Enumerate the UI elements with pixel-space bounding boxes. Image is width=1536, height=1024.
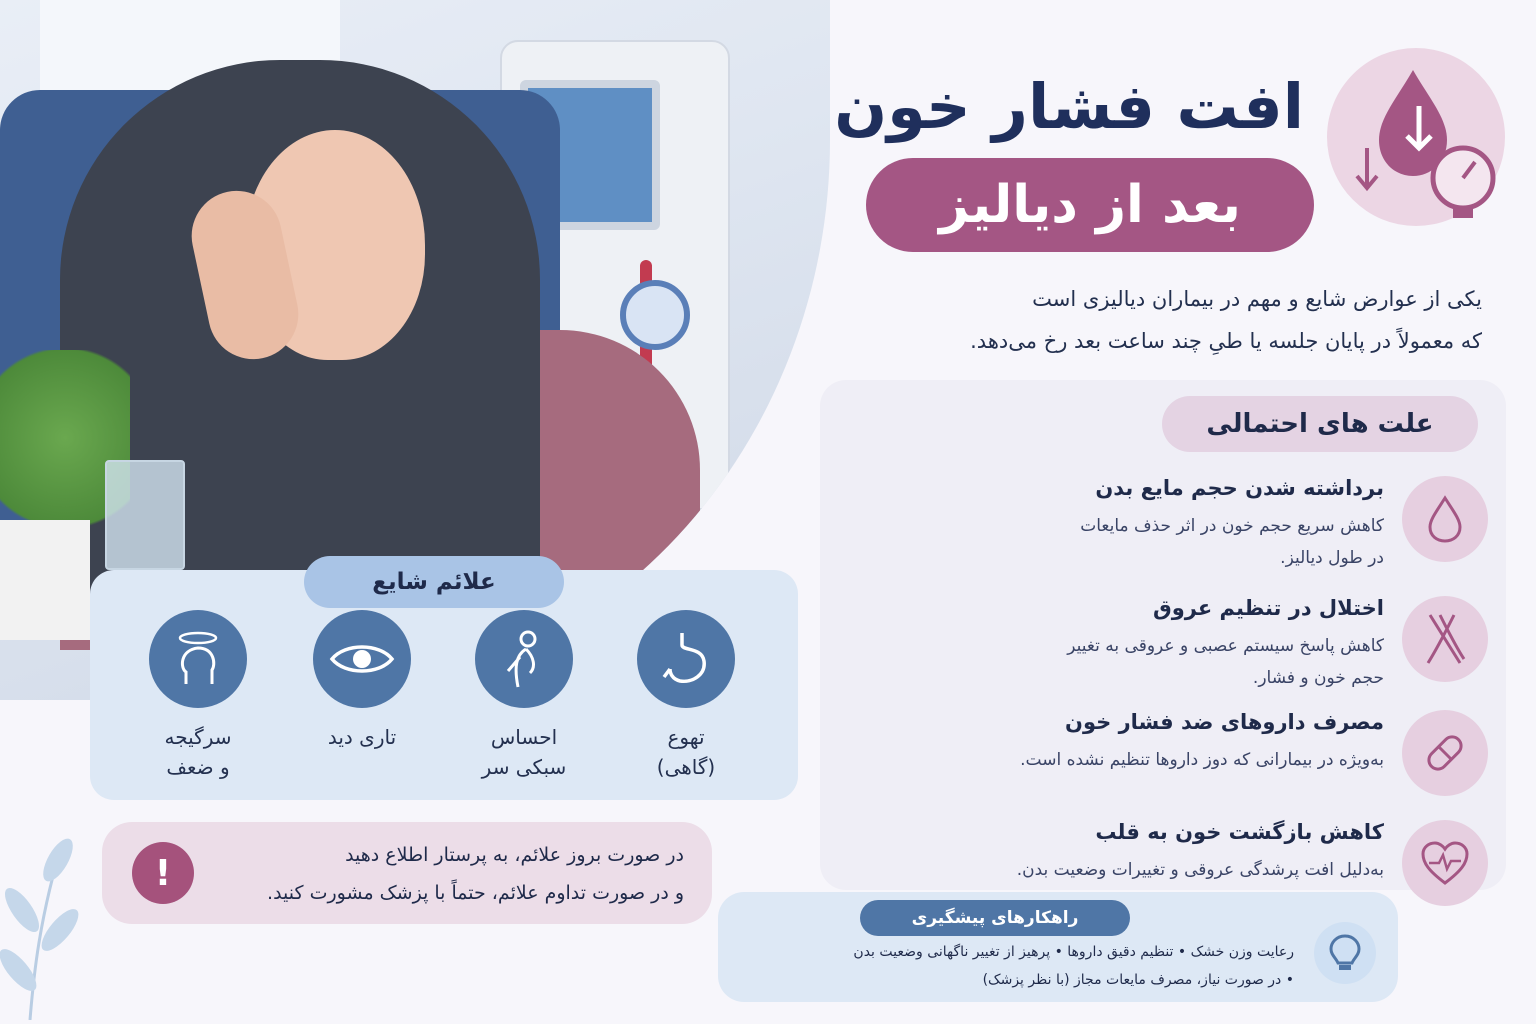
eye-icon bbox=[313, 610, 411, 708]
cause-title: اختلال در تنظیم عروق bbox=[1152, 596, 1384, 620]
dizzy-head-icon bbox=[149, 610, 247, 708]
cause-desc: در طول دیالیز. bbox=[1280, 548, 1384, 568]
symptom-label: سبکی سر bbox=[481, 755, 567, 779]
cause-desc: کاهش سریع حجم خون در اثر حذف مایعات bbox=[1080, 516, 1384, 536]
symptom-label: احساس bbox=[490, 725, 558, 749]
drop-icon bbox=[1402, 476, 1488, 562]
cause-title: برداشته شدن حجم مایع بدن bbox=[1095, 476, 1384, 500]
pill-icon bbox=[1402, 710, 1488, 796]
symptom-item bbox=[444, 610, 604, 782]
intro-text bbox=[842, 278, 1482, 362]
intro-line: که معمولاً در پایان جلسه یا طیِ چند ساعت بعد رخ می‌دهد. bbox=[970, 329, 1482, 353]
cause-title: مصرف داروهای ضد فشار خون bbox=[1065, 710, 1384, 734]
cause-desc: به‌دلیل افت پرشدگی عروقی و تغییرات وضعیت بدن. bbox=[1016, 860, 1384, 880]
warning-line: و در صورت تداوم علائم، حتماً با پزشک مشورت کنید. bbox=[267, 882, 684, 904]
cause-title: کاهش بازگشت خون به قلب bbox=[1095, 820, 1384, 844]
machine-dial bbox=[620, 280, 690, 350]
blood-pressure-drop-icon bbox=[1327, 48, 1505, 226]
lightbulb-icon bbox=[1314, 922, 1376, 984]
symptom-item bbox=[606, 610, 766, 782]
leaf-decoration bbox=[0, 830, 80, 1020]
cause-desc: به‌ویژه در بیمارانی که دوز داروها تنظیم نشده است. bbox=[1020, 750, 1384, 770]
prevention-line: • در صورت نیاز، مصرف مایعات مجاز (با نظر پزشک) bbox=[982, 972, 1294, 988]
symptom-label: تهوع bbox=[667, 725, 705, 749]
cause-desc: حجم خون و فشار. bbox=[1252, 668, 1384, 688]
prevention-heading: راهکارهای پیشگیری bbox=[860, 900, 1130, 936]
plant-pot bbox=[0, 520, 90, 640]
page-subtitle: بعد از دیالیز bbox=[866, 158, 1314, 252]
cause-desc: کاهش پاسخ سیستم عصبی و عروقی به تغییر bbox=[1067, 636, 1384, 656]
faint-person-icon bbox=[475, 610, 573, 708]
symptom-label: و ضعف bbox=[166, 755, 230, 779]
vessel-icon bbox=[1402, 596, 1488, 682]
intro-line: یکی از عوارض شایع و مهم در بیماران دیالیزی است bbox=[1032, 287, 1482, 311]
prevention-line: رعایت وزن خشک • تنظیم دقیق داروها • پرهیز از تغییر ناگهانی وضعیت بدن bbox=[853, 944, 1294, 960]
causes-heading: علت های احتمالی bbox=[1162, 396, 1478, 452]
exclamation-icon: ! bbox=[132, 842, 194, 904]
warning-text bbox=[204, 836, 684, 912]
stomach-icon bbox=[637, 610, 735, 708]
warning-box bbox=[102, 822, 712, 924]
symptom-item bbox=[282, 610, 442, 752]
heart-icon bbox=[1402, 820, 1488, 906]
symptom-item bbox=[118, 610, 278, 782]
symptom-label: (گاهی) bbox=[656, 755, 716, 779]
page-title: افت فشار خون bbox=[834, 70, 1304, 143]
symptom-label: سرگیجه bbox=[164, 725, 232, 749]
warning-line: در صورت بروز علائم، به پرستار اطلاع دهید bbox=[345, 844, 684, 866]
symptom-label: تاری دید bbox=[327, 725, 397, 749]
symptoms-heading: علائم شایع bbox=[304, 556, 564, 608]
prevention-list bbox=[734, 938, 1294, 994]
water-glass bbox=[105, 460, 185, 570]
